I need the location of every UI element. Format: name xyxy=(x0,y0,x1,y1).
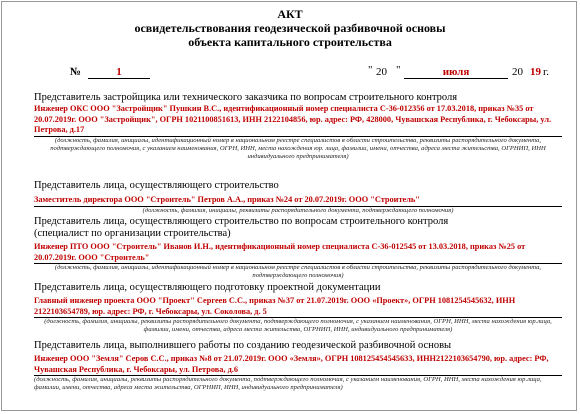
developer-label: Представитель застройщика или технического заказчика по вопросам строительного контроля xyxy=(34,92,458,103)
section-surveyor xyxy=(34,340,562,393)
number-underline xyxy=(88,78,150,79)
designer-hint: (должность, фамилия, инициалы, реквизиты распорядительного документа, подтверждающего полномочия, с указанием наименования, ОГРН, ИНН, места нахождения юр.лица, фамилии, имени, отчества, адреса места жительства, ОГРНИП, ИНН, индивидуального предпринимателя) xyxy=(44,318,552,334)
document-title: АКТ xyxy=(277,7,303,21)
year-prefix: 20 xyxy=(512,66,523,78)
document-subtitle-line-1: освидетельствования геодезической разбивочной основы xyxy=(134,21,446,35)
section-developer xyxy=(34,92,562,162)
year-suffix: 19 xyxy=(530,66,541,78)
builder-value: Заместитель директора ООО "Строитель" Петров А.А., приказ №24 от 20.07.2019г. ООО "Строитель" xyxy=(34,195,562,207)
builder-label: Представитель лица, осуществляющего строительство xyxy=(34,180,279,191)
month-underline xyxy=(404,78,508,79)
builder-control-value: Инженер ПТО ООО "Строитель" Иванов И.Н., идентификационный номер специалиста С-36-012545 от 13.03.2018, приказ №25 от 20.07.2019г. ООО "Строитель" xyxy=(34,242,562,264)
day-quote-close: " xyxy=(396,64,401,76)
surveyor-value: Инженер ООО "Земля" Серов С.С., приказ №8 от 21.07.2019г. ООО «Земля», ОГРН 108125454545633, ИНН2122103654790, юр. адрес: РФ, Чувашская Республика, г. Чебоксары, ул. Петрова, д.6 xyxy=(34,354,562,376)
builder-control-hint: (должность, фамилия, инициалы, идентификационный номер в национальном реестре специалистов в области строительства, реквизиты распорядительного документа, подтверждающего полномочия) xyxy=(54,264,542,280)
developer-value: Инженер ОКС ООО "Застройщик" Пушкин В.С., идентификационный номер специалиста С-36-012356 от 17.03.2018, приказ №35 от 20.07.2019г. ООО "Застройщик", ОГРН 1021100851613, ИНН 2122104856, юр. адрес: РФ, 428000, Чувашская Республика, г. Чебоксары, ул. Петрова, д.17 xyxy=(34,104,562,137)
year-unit: г. xyxy=(543,66,550,78)
section-builder xyxy=(34,180,562,215)
act-day: 20 xyxy=(376,66,387,78)
act-number-date-row xyxy=(0,66,580,82)
builder-control-label: Представитель лица, осуществляющего строительство по вопросам строительного контроля xyxy=(34,216,449,227)
developer-hint: (должность, фамилия, инициалы, идентификационный номер в национальном реестре специалистов в области строительства, реквизиты распорядительного документа, подтверждающего полномочия, с указанием наименования, ОГРН, ИНН, места нахождения юр. лица, фамилии, имени, отчества, адреса места жительства, ОГРНИП, ИНН индивидуального предпринимателя) xyxy=(50,136,546,161)
designer-value: Главный инженер проекта ООО "Проект" Сергеев С.С., приказ №37 от 21.07.2019г. ООО «Проект», ОГРН 1081254545632, ИНН 2122103654789, юр. адрес: РФ, г. Чебоксары, ул. Соколова, д. 5 xyxy=(34,296,562,318)
section-designer xyxy=(34,282,562,335)
number-sign: № xyxy=(70,66,82,78)
act-month: июля xyxy=(442,66,470,78)
builder-control-label-2: (специалист по организации строительства) xyxy=(34,228,231,239)
surveyor-label: Представитель лица, выполнившего работы по созданию геодезической разбивочной основы xyxy=(34,340,452,351)
builder-hint: (должность, фамилия, инициалы, реквизиты распорядительного документа, подтверждающего полномочия) xyxy=(142,206,454,214)
surveyor-hint: (должность, фамилия, инициалы, реквизиты распорядительного документа, подтверждающего полномочия, с указанием наименования, ОГРН, ИНН, места нахождения юр.лица, фамилии, имени, отчества, адреса места жительства, ОГРНИП, ИНН, индивидуального предпринимателя) xyxy=(34,376,542,392)
document-subtitle-line-2: объекта капитального строительства xyxy=(188,35,392,49)
day-quote-open: " xyxy=(368,64,373,76)
designer-label: Представитель лица, осуществляющего подготовку проектной документации xyxy=(34,282,381,293)
section-builder-control xyxy=(34,216,562,281)
act-number: 1 xyxy=(116,66,122,78)
